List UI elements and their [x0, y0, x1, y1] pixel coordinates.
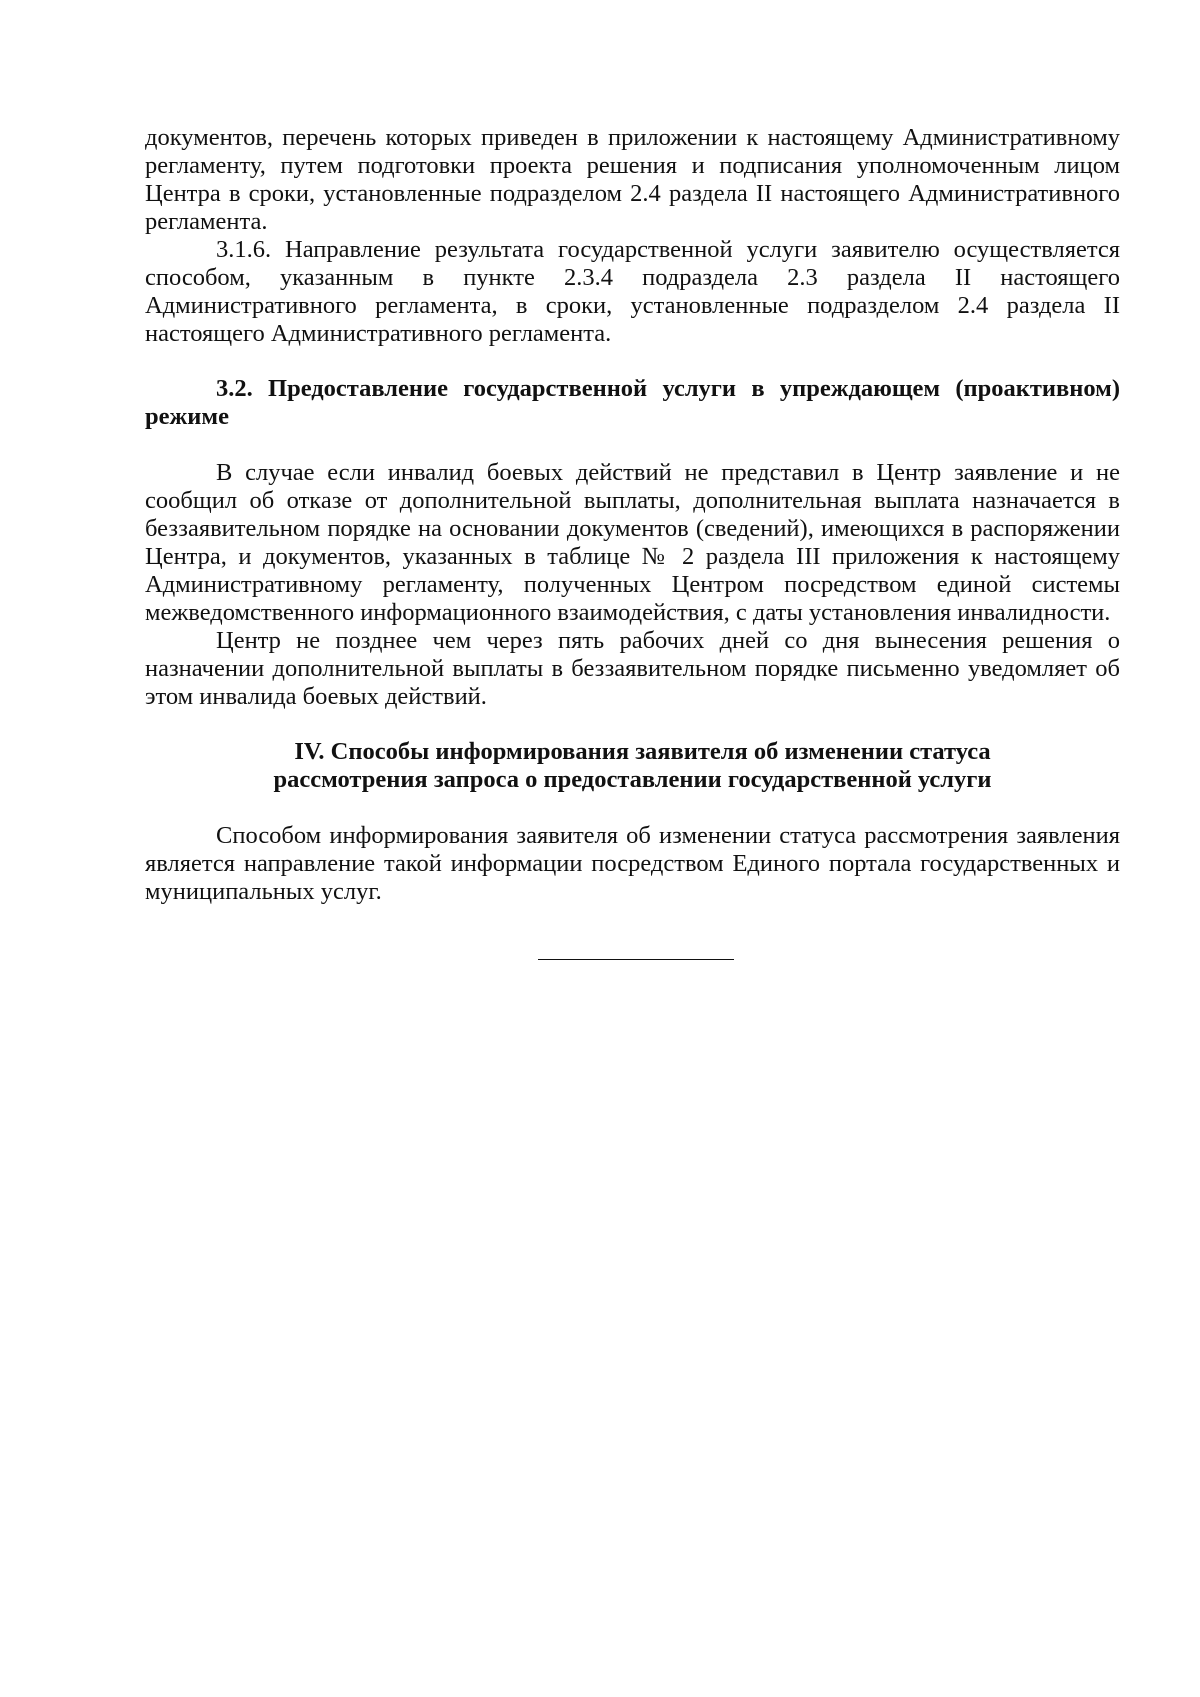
section-heading-3-2: 3.2. Предоставление государственной услуги в упреждающем (проактивном) режиме — [145, 375, 1120, 430]
chapter-heading-4 — [145, 738, 1120, 794]
paragraph-3-1-6: 3.1.6. Направление результата государственной услуги заявителю осуществляется способом, указанным в пункте 2.3.4 подраздела 2.3 раздела II настоящего Административного регламента, в сроки, установленные подразделом 2.4 раздела II настоящего Административного регламента. — [145, 236, 1120, 347]
spacer — [145, 794, 1120, 822]
paragraph-proactive-payment: В случае если инвалид боевых действий не представил в Центр заявление и не сообщил об отказе от дополнительной выплаты, дополнительная выплата назначается в беззаявительном порядке на основании документов (сведений), имеющихся в распоряжении Центра, и документов, указанных в таблице № 2 раздела III приложения к настоящему Административному регламенту, полученных Центром посредством единой системы межведомственного информационного взаимодействия, с даты установления инвалидности. — [145, 459, 1120, 626]
spacer — [145, 431, 1120, 459]
paragraph-documents-list: документов, перечень которых приведен в приложении к настоящему Административному регламенту, путем подготовки проекта решения и подписания уполномоченным лицом Центра в сроки, установленные подразделом 2.4 раздела II настоящего Административного регламента. — [145, 124, 1120, 235]
paragraph-notification: Центр не позднее чем через пять рабочих дней со дня вынесения решения о назначении дополнительной выплаты в беззаявительном порядке письменно уведомляет об этом инвалида боевых действий. — [145, 627, 1120, 710]
end-of-document-rule — [538, 959, 734, 960]
spacer — [145, 348, 1120, 375]
chapter-heading-line-2: рассмотрения запроса о предоставлении государственной услуги — [273, 766, 992, 793]
chapter-heading-line-1: IV. Способы информирования заявителя об изменении статуса — [294, 738, 991, 765]
spacer — [145, 711, 1120, 738]
document-page — [145, 124, 1120, 960]
paragraph-informing-method: Способом информирования заявителя об изменении статуса рассмотрения заявления является направление такой информации посредством Единого портала государственных и муниципальных услуг. — [145, 822, 1120, 905]
